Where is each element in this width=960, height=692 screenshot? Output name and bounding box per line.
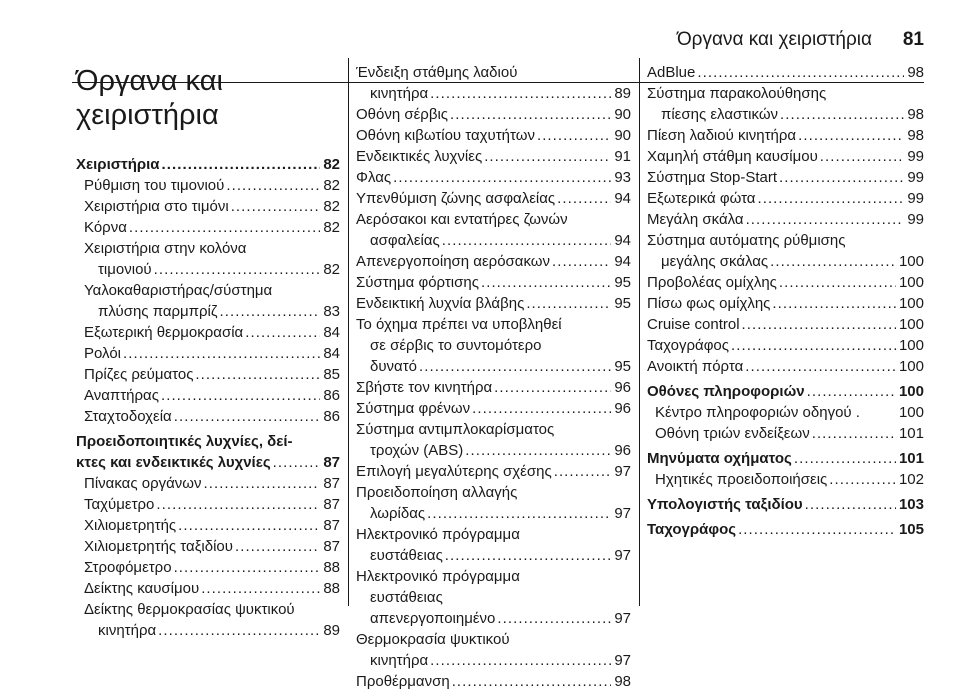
toc-entry-label: λωρίδας xyxy=(370,505,426,522)
toc-page: 85 xyxy=(323,366,340,383)
toc-page: 95 xyxy=(614,358,631,375)
toc-page: 94 xyxy=(614,253,631,270)
toc-entry[interactable] xyxy=(76,301,340,322)
toc-section[interactable] xyxy=(76,452,340,473)
toc-page: 88 xyxy=(323,559,340,576)
toc-entry-label: Χιλιομετρητής xyxy=(84,517,177,534)
toc-section[interactable] xyxy=(647,381,924,402)
toc-entry[interactable] xyxy=(76,406,340,427)
toc-entry[interactable] xyxy=(76,343,340,364)
toc-entry[interactable] xyxy=(76,175,340,196)
toc-page: 101 xyxy=(898,450,924,467)
leader-dots xyxy=(158,620,320,641)
toc-entry[interactable] xyxy=(356,146,631,167)
toc-entry-label: Πίνακας οργάνων xyxy=(84,475,202,492)
toc-entry-label: ευστάθειας xyxy=(370,547,443,564)
toc-entry-label: δυνατό xyxy=(370,358,417,375)
toc-page: 89 xyxy=(323,622,340,639)
toc-entry-label: Ταχογράφος xyxy=(647,337,730,354)
leader-dots xyxy=(557,188,611,209)
toc-entry[interactable] xyxy=(647,293,924,314)
toc-column-2 xyxy=(356,62,631,692)
toc-entry[interactable] xyxy=(356,188,631,209)
leader-dots xyxy=(162,154,321,175)
toc-entry[interactable] xyxy=(356,125,631,146)
toc-entry-label: Χαμηλή στάθμη καυσίμου xyxy=(647,148,818,165)
toc-page: 86 xyxy=(323,387,340,404)
leader-dots xyxy=(174,406,321,427)
leader-dots xyxy=(554,461,612,482)
toc-page: 94 xyxy=(614,190,631,207)
toc-entry[interactable] xyxy=(647,402,924,423)
toc-entry-line: Σύστημα αυτόματης ρύθμισης xyxy=(647,232,846,249)
toc-section[interactable] xyxy=(647,448,924,469)
toc-entry[interactable] xyxy=(356,230,631,251)
leader-dots xyxy=(156,494,320,515)
leader-dots xyxy=(697,62,904,83)
toc-page: 98 xyxy=(907,64,924,81)
toc-page: 96 xyxy=(614,442,631,459)
toc-page: 82 xyxy=(323,219,340,236)
toc-entry[interactable] xyxy=(76,494,340,515)
toc-page: 84 xyxy=(323,324,340,341)
leader-dots xyxy=(419,356,611,377)
toc-page: 94 xyxy=(614,232,631,249)
toc-page: 89 xyxy=(614,85,631,102)
toc-page: 82 xyxy=(323,156,340,173)
toc-entry-label: απενεργοποιημένο xyxy=(370,610,496,627)
leader-dots xyxy=(779,167,904,188)
toc-entry[interactable] xyxy=(647,314,924,335)
toc-entry-label: τροχών (ABS) xyxy=(370,442,464,459)
toc-page: 87 xyxy=(323,538,340,555)
toc-entry[interactable] xyxy=(76,536,340,557)
toc-entry[interactable] xyxy=(76,259,340,280)
toc-section-label: Οθόνες πληροφοριών xyxy=(647,383,805,400)
toc-entry-label: ασφαλείας xyxy=(370,232,440,249)
toc-section-label: Ταχογράφος xyxy=(647,521,737,538)
toc-entry-label: Αναπτήρας xyxy=(84,387,159,404)
leader-dots xyxy=(798,125,904,146)
leader-dots xyxy=(445,545,612,566)
toc-entry-label: Κόρνα xyxy=(84,219,127,236)
toc-entry-label: Υπενθύμιση ζώνης ασφαλείας xyxy=(356,190,556,207)
column-divider-left xyxy=(348,58,349,606)
page-number: 81 xyxy=(902,29,924,50)
toc-entry-label: μεγάλης σκάλας xyxy=(661,253,769,270)
toc-entry-line: Ηλεκτρονικό πρόγραμμα xyxy=(356,568,520,585)
leader-dots xyxy=(430,83,611,104)
toc-entry[interactable] xyxy=(356,167,631,188)
toc-page: 101 xyxy=(898,425,924,442)
leader-dots xyxy=(745,356,896,377)
toc-entry-label: Πίεση λαδιού κινητήρα xyxy=(647,127,797,144)
toc-page: 100 xyxy=(898,358,924,375)
toc-page: 100 xyxy=(898,404,924,421)
toc-entry[interactable] xyxy=(76,473,340,494)
toc-entry[interactable] xyxy=(76,322,340,343)
toc-entry-label: Cruise control xyxy=(647,316,740,333)
toc-section-line: Προειδοποιητικές λυχνίες, δεί- xyxy=(76,433,293,450)
toc-entry-label: Οθόνη σέρβις xyxy=(356,106,449,123)
toc-page: 95 xyxy=(614,274,631,291)
toc-page: 90 xyxy=(614,106,631,123)
toc-entry[interactable] xyxy=(356,377,631,398)
leader-dots xyxy=(829,469,896,490)
toc-page: 97 xyxy=(614,652,631,669)
toc-entry-line: Θερμοκρασία ψυκτικού xyxy=(356,631,510,648)
toc-page: 97 xyxy=(614,610,631,627)
toc-entry[interactable] xyxy=(76,557,340,578)
toc-page: 99 xyxy=(907,148,924,165)
leader-dots xyxy=(203,473,320,494)
chapter-title xyxy=(76,64,340,132)
leader-dots xyxy=(231,196,321,217)
leader-dots xyxy=(537,125,611,146)
toc-page: 98 xyxy=(907,127,924,144)
toc-entry-label: πίεσης ελαστικών xyxy=(661,106,779,123)
leader-dots xyxy=(452,671,612,692)
toc-page: 82 xyxy=(323,177,340,194)
toc-entry[interactable] xyxy=(356,356,631,377)
toc-entry-label: Εξωτερική θερμοκρασία xyxy=(84,324,244,341)
toc-entry[interactable] xyxy=(76,385,340,406)
toc-entry-label: Ηχητικές προειδοποιήσεις xyxy=(655,471,828,488)
leader-dots xyxy=(154,259,321,280)
toc-page: 82 xyxy=(323,261,340,278)
toc-entry-label: Οθόνη κιβωτίου ταχυτήτων xyxy=(356,127,535,144)
toc-entry[interactable] xyxy=(647,335,924,356)
leader-dots xyxy=(430,650,611,671)
leader-dots xyxy=(497,608,611,629)
toc-entry-label: Ρύθμιση του τιμονιού xyxy=(84,177,225,194)
toc-page: 97 xyxy=(614,463,631,480)
toc-page: 88 xyxy=(323,580,340,597)
leader-dots xyxy=(393,167,611,188)
toc-entry-label: Προθέρμανση xyxy=(356,673,450,690)
chapter-title-line-2: χειριστήρια xyxy=(76,99,219,131)
leader-dots xyxy=(472,398,611,419)
leader-dots xyxy=(442,230,612,251)
toc-entry-label: Φλας xyxy=(356,169,392,186)
toc-entry-label: πλύσης παρμπρίζ xyxy=(98,303,218,320)
toc-page: 87 xyxy=(323,496,340,513)
toc-entry-line: Ηλεκτρονικό πρόγραμμα xyxy=(356,526,520,543)
toc-entry[interactable] xyxy=(76,620,340,641)
toc-entry[interactable] xyxy=(356,503,631,524)
toc-page: 96 xyxy=(614,379,631,396)
toc-entry[interactable] xyxy=(356,440,631,461)
toc-page: 102 xyxy=(898,471,924,488)
leader-dots xyxy=(245,322,320,343)
toc-entry[interactable] xyxy=(647,146,924,167)
toc-page: 100 xyxy=(898,337,924,354)
leader-dots xyxy=(161,385,320,406)
toc-entry[interactable] xyxy=(647,188,924,209)
toc-page: 98 xyxy=(614,673,631,690)
toc-page: 86 xyxy=(323,408,340,425)
toc-page: 97 xyxy=(614,547,631,564)
leader-dots xyxy=(731,335,896,356)
toc-entry-line: Προειδοποίηση αλλαγής xyxy=(356,484,518,501)
toc-entry[interactable] xyxy=(647,272,924,293)
toc-entry-label: Κέντρο πληροφοριών οδηγού . xyxy=(655,404,860,421)
toc-page: 93 xyxy=(614,169,631,186)
leader-dots xyxy=(178,515,320,536)
page-header xyxy=(0,28,960,58)
toc-page: 100 xyxy=(898,274,924,291)
leader-dots xyxy=(465,440,611,461)
toc-entry[interactable] xyxy=(356,608,631,629)
toc-entry-label: Επιλογή μεγαλύτερης σχέσης xyxy=(356,463,552,480)
toc-entry[interactable] xyxy=(356,461,631,482)
toc-entry[interactable] xyxy=(356,83,631,104)
toc-entry-line: Ένδειξη στάθμης λαδιού xyxy=(356,64,518,81)
toc-entry[interactable] xyxy=(76,578,340,599)
toc-section-label: κτες και ενδεικτικές λυχνίες xyxy=(76,454,271,471)
toc-entry-label: AdBlue xyxy=(647,64,696,81)
toc-entry-line: Σύστημα αντιμπλοκαρίσματος xyxy=(356,421,555,438)
toc-page: 87 xyxy=(323,517,340,534)
leader-dots xyxy=(807,381,896,402)
toc-page: 91 xyxy=(614,148,631,165)
leader-dots xyxy=(552,251,611,272)
toc-entry-line: Σύστημα παρακολούθησης xyxy=(647,85,827,102)
toc-entry-label: Εξωτερικά φώτα xyxy=(647,190,756,207)
toc-entry-label: Προβολέας ομίχλης xyxy=(647,274,777,291)
toc-entry-label: Οθόνη τριών ενδείξεων xyxy=(655,425,810,442)
toc-entry[interactable] xyxy=(76,515,340,536)
chapter-title-line-1: Όργανα και xyxy=(76,65,223,97)
toc-entry[interactable] xyxy=(647,469,924,490)
toc-page: 100 xyxy=(898,383,924,400)
leader-dots xyxy=(794,448,896,469)
toc-page: 99 xyxy=(907,211,924,228)
toc-entry[interactable] xyxy=(647,104,924,125)
leader-dots xyxy=(526,293,611,314)
leader-dots xyxy=(820,146,905,167)
toc-entry-label: Ρολόι xyxy=(84,345,122,362)
leader-dots xyxy=(273,452,321,473)
toc-column-3 xyxy=(647,62,924,540)
toc-section-label: Υπολογιστής ταξιδίου xyxy=(647,496,803,513)
leader-dots xyxy=(235,536,320,557)
leader-dots xyxy=(742,314,896,335)
toc-entry-label: Απενεργοποίηση αερόσακων xyxy=(356,253,551,270)
leader-dots xyxy=(780,104,904,125)
toc-entry[interactable] xyxy=(356,272,631,293)
toc-entry[interactable] xyxy=(356,104,631,125)
toc-column-1 xyxy=(76,62,340,641)
toc-entry[interactable] xyxy=(356,650,631,671)
leader-dots xyxy=(812,423,896,444)
toc-entry[interactable] xyxy=(356,545,631,566)
column-divider-right xyxy=(639,58,640,606)
toc-page: 103 xyxy=(898,496,924,513)
toc-entry-label: τιμονιού xyxy=(98,261,152,278)
toc-entry-label: Ενδεικτικές λυχνίες xyxy=(356,148,483,165)
toc-page: 82 xyxy=(323,198,340,215)
toc-entry-label: Σύστημα φρένων xyxy=(356,400,471,417)
toc-entry-line: Υαλοκαθαριστήρας/σύστημα xyxy=(84,282,273,299)
toc-entry[interactable] xyxy=(647,125,924,146)
toc-entry-label: Σβήστε τον κινητήρα xyxy=(356,379,493,396)
toc-page: 99 xyxy=(907,169,924,186)
toc-page: 100 xyxy=(898,295,924,312)
toc-page: 83 xyxy=(323,303,340,320)
leader-dots xyxy=(738,519,896,540)
toc-page: 99 xyxy=(907,190,924,207)
toc-entry-line: Το όχημα πρέπει να υποβληθεί xyxy=(356,316,562,333)
toc-entry[interactable] xyxy=(647,62,924,83)
leader-dots xyxy=(201,578,320,599)
toc-section-label: Χειριστήρια xyxy=(76,156,160,173)
leader-dots xyxy=(450,104,611,125)
leader-dots xyxy=(427,503,611,524)
toc-entry-label: Σύστημα Stop-Start xyxy=(647,169,778,186)
toc-page: 97 xyxy=(614,505,631,522)
toc-entry-line: σε σέρβις το συντομότερο xyxy=(370,337,542,354)
toc-page: 95 xyxy=(614,295,631,312)
toc-entry-label: κινητήρα xyxy=(98,622,157,639)
leader-dots xyxy=(226,175,320,196)
toc-entry-label: κινητήρα xyxy=(370,85,429,102)
toc-entry-label: Χειριστήρια στο τιμόνι xyxy=(84,198,229,215)
toc-page: 87 xyxy=(323,454,340,471)
toc-entry-label: Στροφόμετρο xyxy=(84,559,172,576)
toc-page: 84 xyxy=(323,345,340,362)
leader-dots xyxy=(484,146,611,167)
toc-entry-label: Χιλιομετρητής ταξιδίου xyxy=(84,538,233,555)
leader-dots xyxy=(746,209,905,230)
running-header-title: Όργανα και χειριστήρια xyxy=(676,29,872,50)
toc-entry[interactable] xyxy=(356,671,631,692)
toc-entry-line: ευστάθειας xyxy=(370,589,443,606)
leader-dots xyxy=(805,494,896,515)
toc-page: 98 xyxy=(907,106,924,123)
toc-entry[interactable] xyxy=(356,398,631,419)
toc-entry-label: Ανοικτή πόρτα xyxy=(647,358,744,375)
toc-entry-label: Ταχύμετρο xyxy=(84,496,155,513)
leader-dots xyxy=(772,293,896,314)
leader-dots xyxy=(757,188,904,209)
leader-dots xyxy=(779,272,896,293)
leader-dots xyxy=(220,301,321,322)
toc-entry-line: Δείκτης θερμοκρασίας ψυκτικού xyxy=(84,601,295,618)
toc-entry-label: κινητήρα xyxy=(370,652,429,669)
toc-entry-label: Δείκτης καυσίμου xyxy=(84,580,200,597)
leader-dots xyxy=(195,364,320,385)
toc-section-label: Μηνύματα οχήματος xyxy=(647,450,792,467)
toc-entry-line: Χειριστήρια στην κολόνα xyxy=(84,240,247,257)
leader-dots xyxy=(129,217,320,238)
leader-dots xyxy=(174,557,321,578)
toc-page: 96 xyxy=(614,400,631,417)
toc-entry[interactable] xyxy=(647,423,924,444)
toc-entry[interactable] xyxy=(356,293,631,314)
toc-entry[interactable] xyxy=(76,364,340,385)
toc-section[interactable] xyxy=(647,494,924,515)
toc-page: 105 xyxy=(898,521,924,538)
toc-entry-label: Ενδεικτική λυχνία βλάβης xyxy=(356,295,525,312)
toc-entry-label: Σταχτοδοχεία xyxy=(84,408,172,425)
toc-entry-label: Πρίζες ρεύματος xyxy=(84,366,194,383)
toc-entry-label: Πίσω φως ομίχλης xyxy=(647,295,771,312)
toc-page: 100 xyxy=(898,253,924,270)
leader-dots xyxy=(481,272,611,293)
leader-dots xyxy=(494,377,611,398)
toc-page: 87 xyxy=(323,475,340,492)
toc-entry[interactable] xyxy=(647,209,924,230)
toc-entry[interactable] xyxy=(356,251,631,272)
toc-entry[interactable] xyxy=(76,217,340,238)
toc-entry[interactable] xyxy=(76,196,340,217)
toc-entry[interactable] xyxy=(647,251,924,272)
toc-entry[interactable] xyxy=(647,167,924,188)
toc-section[interactable] xyxy=(76,154,340,175)
toc-entry-line: Αερόσακοι και εντατήρες ζωνών xyxy=(356,211,568,228)
toc-section[interactable] xyxy=(647,519,924,540)
leader-dots xyxy=(123,343,320,364)
toc-entry-label: Σύστημα φόρτισης xyxy=(356,274,479,291)
toc-page: 100 xyxy=(898,316,924,333)
toc-page: 90 xyxy=(614,127,631,144)
toc-entry-label: Μεγάλη σκάλα xyxy=(647,211,744,228)
leader-dots xyxy=(770,251,896,272)
toc-entry[interactable] xyxy=(647,356,924,377)
